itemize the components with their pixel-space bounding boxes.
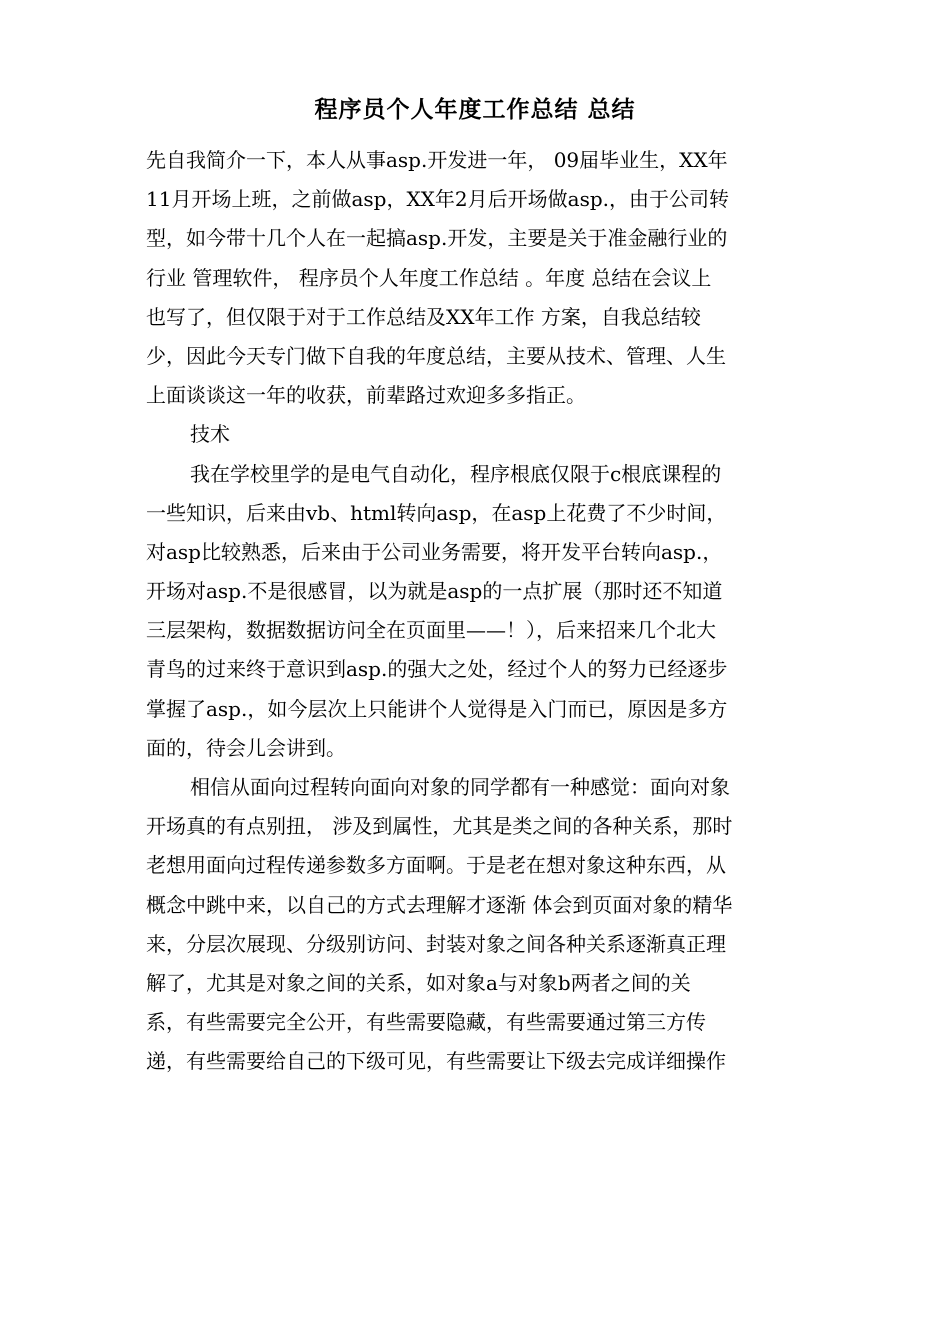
body-line: 概念中跳中来，以自己的方式去理解才逐渐 体会到页面对象的精华 (146, 892, 733, 917)
body-line: 开场真的有点别扭， 涉及到属性，尤其是类之间的各种关系，那时 (146, 814, 733, 839)
body-line: 三层架构，数据数据访问全在页面里——！），后来招来几个北大 (146, 618, 716, 643)
body-line: 递，有些需要给自己的下级可见，有些需要让下级去完成详细操作 (146, 1049, 726, 1074)
body-line: 来，分层次展现、分级别访问、封装对象之间各种关系逐渐真正理 (146, 931, 726, 956)
document-body (146, 141, 816, 1082)
body-line: 技术 (190, 422, 230, 447)
body-line: 型，如今带十几个人在一起搞asp.开发，主要是关于准金融行业的 (146, 226, 728, 251)
body-line: 相信从面向过程转向面向对象的同学都有一种感觉：面向对象 (190, 775, 730, 799)
body-line: 掌握了asp.，如今层次上只能讲个人觉得是入门而已，原因是多方 (146, 696, 728, 721)
document-title: 程序员个人年度工作总结 总结 (314, 96, 636, 123)
body-line: 面的，待会儿会讲到。 (146, 735, 346, 760)
body-line: 老想用面向过程传递参数多方面啊。于是老在想对象这种东西，从 (146, 853, 726, 878)
body-line: 我在学校里学的是电气自动化，程序根底仅限于c根底课程的 (190, 461, 722, 486)
body-line: 少，因此今天专门做下自我的年度总结，主要从技术、管理、人生 (146, 343, 726, 368)
body-line: 上面谈谈这一年的收获，前辈路过欢迎多多指正。 (146, 383, 586, 408)
body-line: 系，有些需要完全公开，有些需要隐藏，有些需要通过第三方传 (146, 1010, 706, 1035)
body-line: 11月开场上班，之前做asp，XX年2月后开场做asp.，由于公司转 (146, 187, 729, 212)
body-line: 解了，尤其是对象之间的关系，如对象a与对象b两者之间的关 (146, 970, 691, 995)
body-line: 一些知识，后来由vb、html转向asp，在asp上花费了不少时间， (146, 500, 727, 525)
body-line: 行业 管理软件， 程序员个人年度工作总结 。年度 总结在会议上 (146, 265, 712, 290)
body-line: 先自我简介一下，本人从事asp.开发进一年， 09届毕业生，XX年 (146, 148, 728, 172)
body-line: 开场对asp.不是很感冒，以为就是asp的一点扩展（那时还不知道 (146, 579, 723, 604)
body-line: 青鸟的过来终于意识到asp.的强大之处，经过个人的努力已经逐步 (146, 657, 728, 682)
body-line: 对asp比较熟悉，后来由于公司业务需要，将开发平台转向asp.， (146, 539, 723, 564)
body-line: 也写了，但仅限于对于工作总结及XX年工作 方案，自我总结较 (146, 304, 701, 329)
